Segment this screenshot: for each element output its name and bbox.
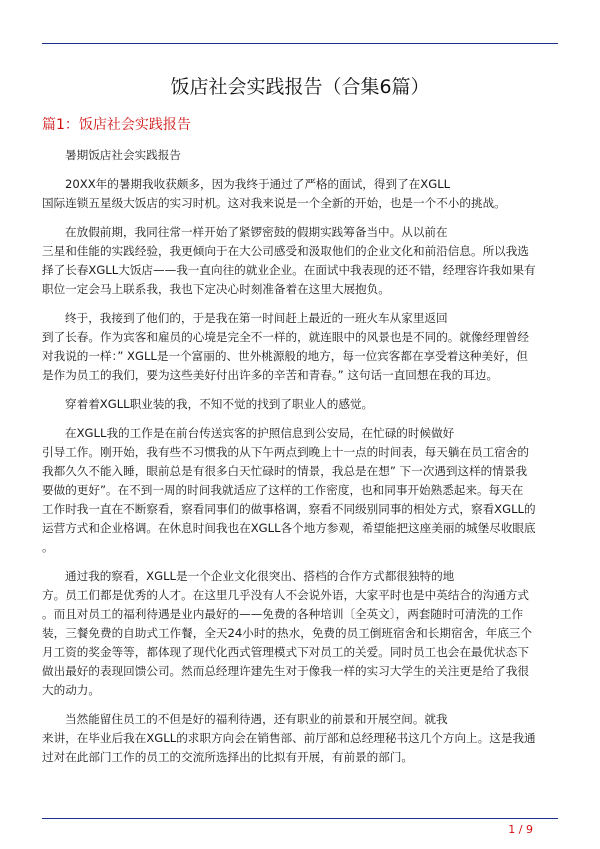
paragraph-line: 过对在此部门工作的员工的交流所选择出的比拟有开展，有前景的部门。 — [42, 750, 414, 764]
paragraph-line: 运营方式和企业格调。在休息时间我也在XGLL各个地方参观，希望能把这座美丽的城堡尽收眼底 — [42, 521, 536, 535]
paragraph-line: 穿着着XGLL职业装的我，不知不觉的找到了职业人的感觉。 — [65, 397, 374, 411]
paragraph-line: 到了长春。作为宾客和雇员的心境是完全不一样的，就连眼中的风景也是不同的。就像经理曾经 — [42, 330, 529, 344]
paragraph-line: 职位一定会马上联系我，我也下定决心时刻准备着在这里大展抱负。 — [42, 282, 390, 296]
paragraph-line: 来讲，在毕业后我在XGLL的求职方向会在销售部、前厅部和总经理秘书这几个方向上。这是我通 — [42, 731, 536, 745]
paragraph-line: 我都久久不能入睡，眼前总是有很多白天忙碌时的情景，我总是在想” 下一次遇到这样的情景我 — [42, 464, 528, 478]
document-title: 饭店社会实践报告（合集6篇） — [170, 76, 430, 98]
paragraph-line: 三星和佳能的实践经验，我更倾向于在大公司感受和汲取他们的企业文化和前沿信息。所以我选 — [42, 244, 529, 258]
paragraph-line: 做出最好的表现回馈公司。然而总经理许建先生对于像我一样的实习大学生的关注更是给了我很 — [42, 664, 529, 678]
paragraph-line: 。 — [42, 540, 54, 554]
paragraph-line: 大的动力。 — [42, 683, 100, 697]
header-rule — [42, 43, 558, 44]
page-number: 1 / 9 — [508, 823, 533, 836]
paragraph-line: 终于，我接到了他们的，于是我在第一时间赶上最近的一班火车从家里返回 — [65, 311, 448, 325]
paragraph-line: 方。员工们都是优秀的人才。在这里几乎没有人不会说外语，大家平时也是中英结合的沟通方式 — [42, 588, 529, 602]
paragraph-line: 对我说的一样：” XGLL是一个富丽的、世外桃源般的地方，每一位宾客都在享受着这种美好，但 — [42, 349, 528, 363]
paragraph-line: 通过我的察看，XGLL是一个企业文化很突出、搭档的合作方式都很独特的地 — [65, 569, 455, 583]
paragraph-line: 在XGLL我的工作是在前台传送宾客的护照信息到公安局，在忙碌的时候做好 — [65, 426, 455, 440]
paragraph-line: 要做的更好”。在不到一周的时间我就适应了这样的工作密度，也和同事开始熟悉起来。每天在 — [42, 483, 524, 497]
paragraph — [42, 175, 562, 213]
paragraph-line: 月工资的奖金等等，都体现了现代化西式管理模式下对员工的关爱。同时员工也会在最优状态下 — [42, 645, 529, 659]
paragraph-line: 择了长春XGLL大饭店——我一直向往的就业企业。在面试中我表现的还不错，经理容许我如果有 — [42, 263, 536, 277]
paragraph-line: 工作时我一直在不断察看，察看同事们的做事格调，察看不同级别同事的相处方式，察看XGLL的 — [42, 502, 536, 516]
paragraph — [42, 710, 562, 767]
paragraph — [42, 424, 562, 557]
paragraph-line: 装，三餐免费的自助式工作餐，全天24小时的热水，免费的员工倒班宿舍和长期宿舍，年底三个 — [42, 626, 533, 640]
paragraph-line: 在放假前期，我同往常一样开始了紧锣密鼓的假期实践筹备当中。从以前在 — [65, 225, 448, 239]
paragraph-line: 暑期饭店社会实践报告 — [65, 148, 181, 162]
paragraph-line: 20XX年的暑期我收获颇多，因为我终于通过了严格的面试，得到了在XGLL — [65, 177, 451, 191]
paragraph — [42, 223, 562, 299]
paragraph — [42, 146, 562, 165]
paragraph-line: 当然能留住员工的不但是好的福利待遇，还有职业的前景和开展空间。就我 — [65, 712, 448, 726]
footer-rule — [42, 818, 558, 819]
section-heading: 篇1：饭店社会实践报告 — [42, 117, 191, 133]
paragraph — [42, 567, 562, 700]
document-body — [42, 146, 562, 777]
paragraph-line: 国际连锁五星级大饭店的实习时机。这对我来说是一个全新的开始，也是一个不小的挑战。 — [42, 196, 506, 210]
paragraph-line: 是作为员工的我们，要为这些美好付出许多的辛苦和青春。” 这句话一直回想在我的耳边。 — [42, 368, 499, 382]
paragraph-line: 引导工作。刚开始，我有些不习惯我的从下午两点到晚上十一点的时间表，每天躺在员工宿舍的 — [42, 445, 529, 459]
paragraph — [42, 309, 562, 385]
paragraph-line: 。而且对员工的福利待遇是业内最好的——免费的各种培训〔全英文〕，两套随时可清洗的工作 — [42, 607, 524, 621]
paragraph — [42, 395, 562, 414]
